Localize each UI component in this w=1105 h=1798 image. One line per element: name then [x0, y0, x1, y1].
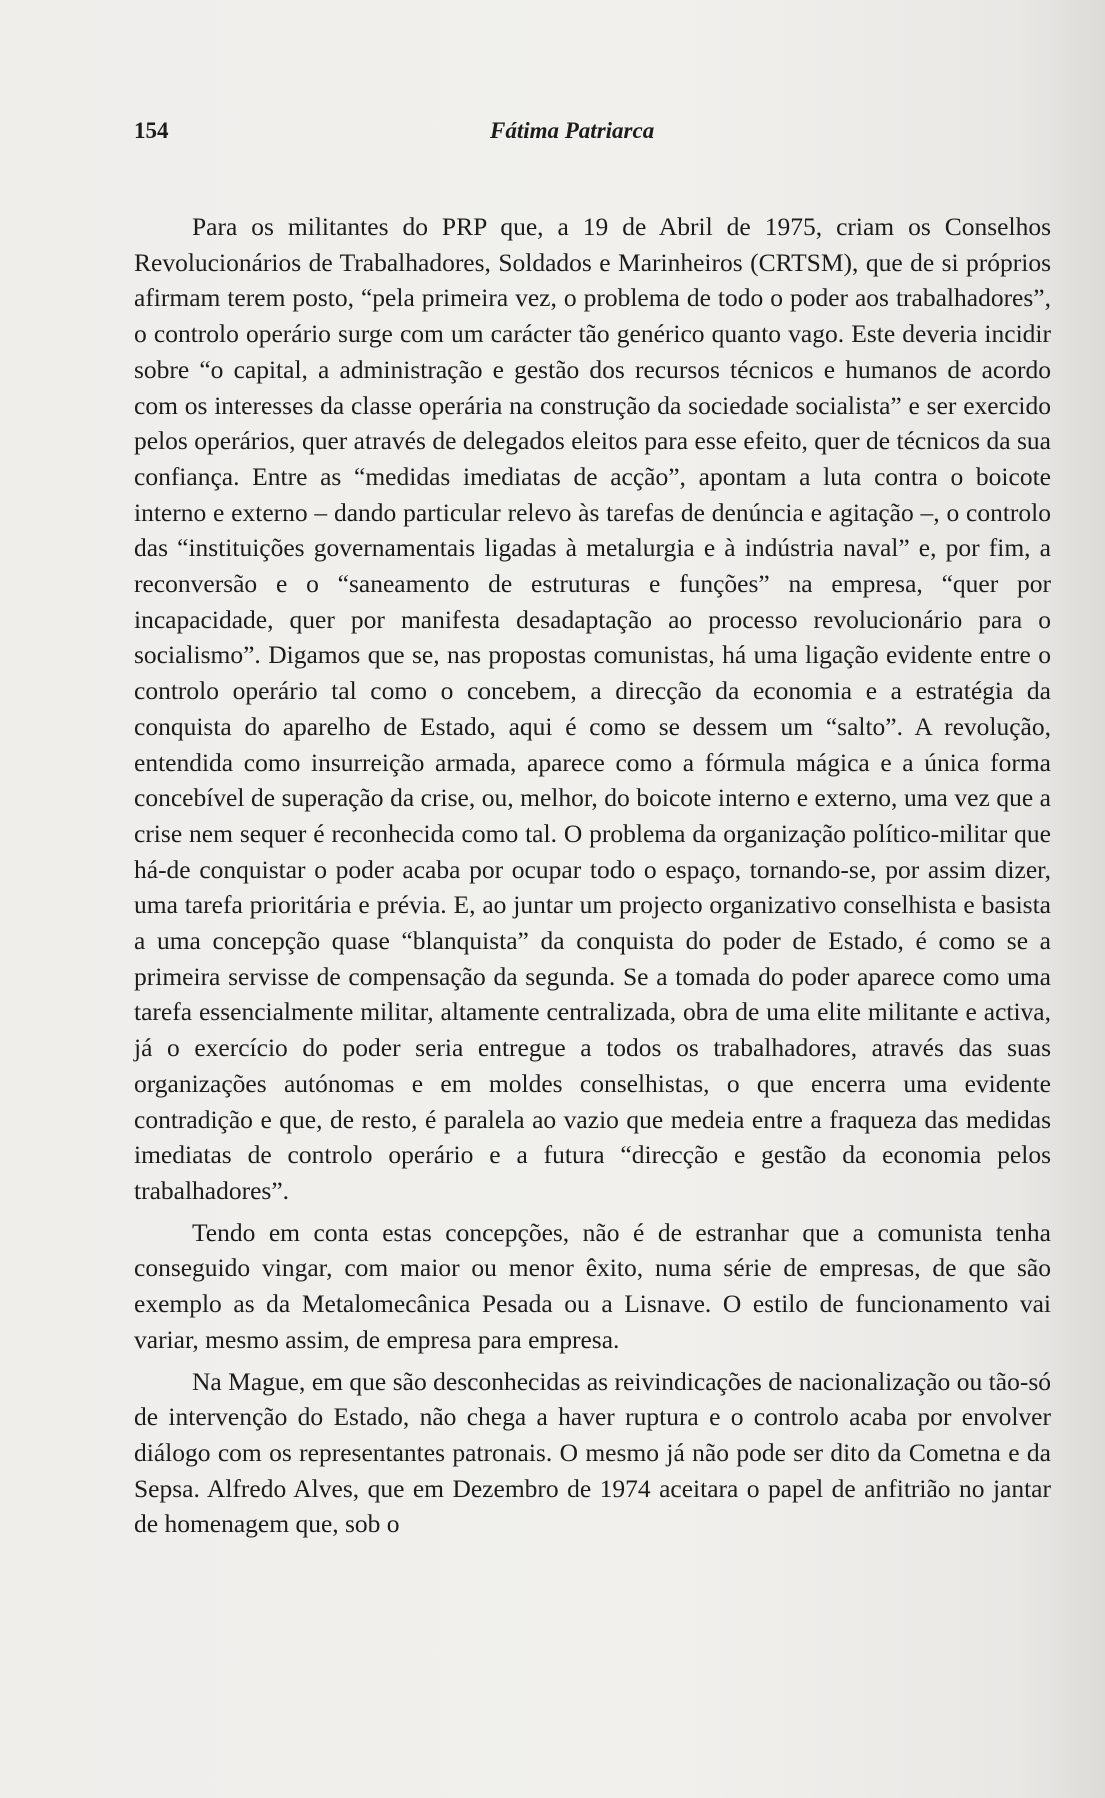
- paragraph: Para os militantes do PRP que, a 19 de Abril de 1975, criam os Conselhos Revolucionários de Trabalhadores, Soldados e Marinheiros (CRTSM), que de si próprios afirmam terem posto, “pela primeira vez, o problema de todo o poder aos trabalhadores”, o controlo operário surge com um carácter tão genérico quanto vago. Este deveria incidir sobre “o capital, a administração e gestão dos recursos técnicos e humanos de acordo com os interesses da classe operária na construção da sociedade socialista” e ser exercido pelos operários, quer através de delegados eleitos para esse efeito, quer de técnicos da sua confiança. Entre as “medidas imediatas de acção”, apontam a luta contra o boicote interno e externo – dando particular relevo às tarefas de denúncia e agitação –, o controlo das “instituições governamentais ligadas à metalurgia e à indústria naval” e, por fim, a reconversão e o “saneamento de estruturas e funções” na empresa, “quer por incapacidade, quer por manifesta desadaptação ao processo revolucionário para o socialismo”. Digamos que se, nas propostas comunistas, há uma ligação evidente entre o controlo operário tal como o concebem, a direcção da economia e a estratégia da conquista do aparelho de Estado, aqui é como se dessem um “salto”. A revolução, entendida como insurreição armada, aparece como a fórmula mágica e a única forma concebível de superação da crise, ou, melhor, do boicote interno e externo, uma vez que a crise nem sequer é reconhecida como tal. O problema da organização político-militar que há-de conquistar o poder acaba por ocupar todo o espaço, tornando-se, por assim dizer, uma tarefa prioritária e prévia. E, ao juntar um projecto organizativo conselhista e basista a uma concepção quase “blanquista” da conquista do poder de Estado, é como se a primeira servisse de compensação da segunda. Se a tomada do poder aparece como uma tarefa essencialmente militar, altamente centralizada, obra de uma elite militante e activa, já o exercício do poder seria entregue a todos os trabalhadores, através das suas organizações autónomas e em moldes conselhistas, o que encerra uma evidente contradição e que, de resto, é paralela ao vazio que medeia entre a fraqueza das medidas imediatas de controlo operário e a futura “direcção e gestão da economia pelos trabalhadores”.: [134, 212, 1051, 1205]
- body-text: [134, 209, 1051, 1548]
- page-number: 154: [134, 118, 169, 143]
- running-title-author: Fátima Patriarca: [490, 118, 655, 143]
- paragraph: Tendo em conta estas concepções, não é de estranhar que a comunista tenha conseguido vingar, com maior ou menor êxito, numa série de empresas, de que são exemplo as da Metalomecânica Pesada ou a Lisnave. O estilo de funcionamento vai variar, mesmo assim, de empresa para empresa.: [134, 1217, 1051, 1354]
- running-head: [134, 118, 734, 152]
- paragraph: Na Mague, em que são desconhecidas as reivindicações de nacionalização ou tão-só de intervenção do Estado, não chega a haver ruptura e o controlo acaba por envolver diálogo com os representantes patronais. O mesmo já não pode ser dito da Cometna e da Sepsa. Alfredo Alves, que em Dezembro de 1974 aceitara o papel de anfitrião no jantar de homenagem que, sob o: [134, 1366, 1051, 1539]
